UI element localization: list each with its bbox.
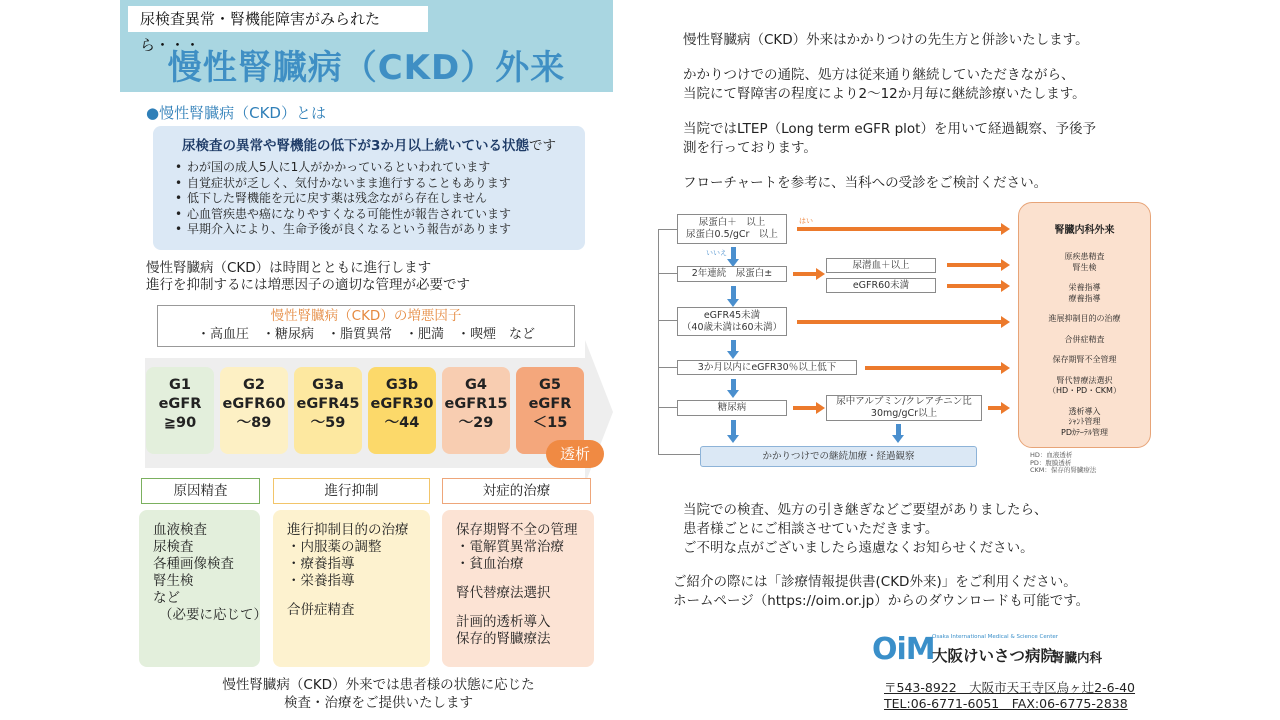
stage-code: G3b (385, 377, 419, 393)
column-body-symptomatic (442, 510, 594, 667)
dept-item: 栄養指導 療養指導 (1068, 283, 1101, 303)
flow-box-egfr60: eGFR60未満 (826, 278, 936, 293)
about-bullet: • 早期介入により、生命予後が良くなるという報告があります (167, 222, 571, 238)
flow-box-text: 尿蛋白0.5/gCr 以上 (686, 229, 778, 240)
tel-fax-line: TEL:06-6771-6051 FAX:06-6775-2838 (884, 696, 1128, 711)
paragraph-line: ご紹介の際には「診療情報提供書(CKD外来)」をご利用ください。 (673, 574, 1077, 590)
footer-line: 検査・治療をご提供いたします (284, 695, 473, 711)
column-line: 各種画像検査 (153, 556, 234, 572)
paragraph-line: ご不明な点がございましたら遠慮なくお知らせください。 (683, 540, 1034, 556)
arrow-to-dept (988, 406, 1002, 410)
stage-label: eGFR60 (222, 396, 286, 412)
stage-range: ≧90 (163, 415, 197, 431)
arrow-to-dept (947, 263, 1002, 267)
stage-label: eGFR (158, 396, 202, 412)
stage-code: G4 (465, 377, 487, 393)
dept-item: 進展抑制目的の治療 (1048, 314, 1121, 323)
referral-paragraph (673, 573, 1089, 611)
arrow-right (793, 272, 817, 276)
dept-item: 原疾患精査 腎生検 (1064, 252, 1105, 272)
stage-range: ～59 (310, 415, 346, 431)
contact-address (884, 680, 1135, 712)
about-lead-bold: 尿検査の異常や腎機能の低下が3か月以上続いている状態 (182, 138, 529, 154)
department-name: 腎臓内科 (1052, 650, 1103, 665)
arrow-down (731, 286, 736, 300)
oim-logo-mark: OiM (872, 632, 935, 667)
paragraph-line: 当院での検査、処方の引き継ぎなどご要望がありましたら、 (683, 502, 1048, 518)
dept-box-title: 腎臓内科外来 (1054, 225, 1115, 236)
dept-item: 合併症精査 (1064, 334, 1105, 344)
flow-box-proteinuria-2yr: 2年連続 尿蛋白± (677, 266, 787, 282)
dept-item: 透析導入 ｼｬﾝﾄ管理 PDｶﾃｰﾃﾙ管理 (1061, 406, 1108, 437)
flow-box-hematuria: 尿潜血＋以上 (826, 258, 936, 273)
flow-box-diabetes: 糖尿病 (677, 400, 787, 416)
column-head-suppress: 進行抑制 (273, 478, 430, 504)
about-bullet: • 心血管疾患や癌になりやすくなる可能性が報告されています (167, 207, 571, 223)
footer-line: 慢性腎臓病（CKD）外来では患者様の状態に応じた (222, 677, 535, 693)
arrow-to-dept (865, 366, 1002, 370)
stage-card-g4 (442, 367, 510, 454)
left-footer (146, 676, 611, 712)
paragraph-line: ホームページ（https://oim.or.jp）からのダウンロードも可能です。 (673, 593, 1090, 609)
stage-label: eGFR15 (444, 396, 508, 412)
flow-box-egfr-decline: 3か月以内にeGFR30％以上低下 (677, 360, 857, 375)
stage-code: G1 (169, 377, 191, 393)
column-line: ・療養指導 (287, 556, 355, 572)
contact-paragraph (683, 501, 1048, 558)
ltep-paragraph (683, 120, 1096, 158)
arrow-to-dept (797, 320, 1002, 324)
continuation-paragraph (683, 66, 1086, 104)
stage-card-g3a (294, 367, 362, 454)
stage-range: ～89 (236, 415, 272, 431)
column-line: 進行抑制目的の治療 (287, 522, 409, 538)
stage-label: eGFR (528, 396, 572, 412)
stage-code: G3a (312, 377, 344, 393)
column-line: 尿検査 (153, 539, 194, 555)
paragraph-line: 測を行っております。 (683, 140, 817, 156)
paragraph-line: 当院ではLTEP（Long term eGFR plot）を用いて経過観察、予後予 (683, 121, 1096, 137)
stage-range: ＜15 (532, 415, 568, 431)
about-lead-rest: です (528, 138, 556, 154)
about-box (153, 126, 585, 250)
arrow-to-dept (797, 227, 1002, 231)
about-heading: ●慢性腎臓病（CKD）とは (146, 104, 326, 122)
about-bullet: • 自覚症状が乏しく、気付かないまま進行することもあります (167, 176, 571, 192)
dialysis-badge: 透析 (546, 440, 604, 468)
stage-card-g1 (146, 367, 214, 454)
flow-box-text: 30mg/gCr以上 (870, 408, 938, 419)
stage-label: eGFR30 (370, 396, 434, 412)
flow-box-proteinuria (677, 214, 787, 244)
nephrology-outpatient-box (1018, 202, 1151, 448)
column-line: など (153, 590, 180, 606)
stage-code: G2 (243, 377, 265, 393)
page-title: 慢性腎臓病（CKD）外来 (167, 48, 566, 88)
flow-box-albuminuria (826, 395, 982, 421)
column-line: 保存期腎不全の管理 (456, 522, 578, 538)
paragraph-line: かかりつけでの通院、処方は従来通り継続していただきながら、 (683, 67, 1075, 83)
flow-box-text: eGFR45未満 (703, 309, 761, 321)
arrow-down (731, 420, 736, 436)
dept-item: 腎代替療法選択 （HD・PD・CKM） (1048, 375, 1121, 395)
flow-box-text: （40歳未満は60未満） (681, 321, 783, 333)
stage-card-g3b (368, 367, 436, 454)
stage-range: ～29 (458, 415, 494, 431)
dept-item: 保存期腎不全管理 (1052, 355, 1117, 364)
paragraph-line: 当院にて腎障害の程度により2～12か月毎に継続診療いたします。 (683, 86, 1086, 102)
flow-box-text: 尿蛋白＋ 以上 (698, 217, 766, 228)
column-line: 血液検査 (153, 522, 207, 538)
yes-label: はい (799, 217, 813, 225)
abbreviation-legend: HD：血液透析 PD：腹膜透析 CKM：保存的腎臓療法 (1030, 451, 1097, 474)
hospital-name: 大阪けいさつ病院 (932, 647, 1057, 665)
column-body-cause (139, 510, 267, 667)
column-line: 合併症精査 (287, 602, 355, 618)
arrow-right (793, 406, 817, 410)
arrow-down (731, 247, 736, 260)
intro-paragraph: 慢性腎臓病（CKD）外来はかかりつけの先生方と併診いたします。 (683, 32, 1089, 48)
column-line: 計画的透析導入 (456, 614, 551, 630)
referral-flowchart (655, 202, 1155, 477)
hospital-logo (872, 628, 1132, 674)
arrow-down (731, 379, 736, 391)
column-line: （必要に応じて） (159, 607, 267, 623)
column-line: ・栄養指導 (287, 573, 355, 589)
column-body-suppress (273, 510, 430, 667)
risk-factor-title: 慢性腎臓病（CKD）の増悪因子 (270, 308, 462, 324)
column-head-cause: 原因精査 (141, 478, 260, 504)
flow-box-egfr45 (677, 307, 787, 336)
about-lead (167, 134, 571, 154)
risk-factor-items: ・高血圧 ・糖尿病 ・脂質異常 ・肥満 ・喫煙 など (196, 327, 535, 342)
flow-box-text: 尿中アルブミン/クレアチニン比 (836, 396, 972, 407)
column-line: 腎生検 (153, 573, 194, 589)
stage-code: G5 (539, 377, 561, 393)
flow-box-continued-care: かかりつけでの継続加療・経過観察 (700, 446, 977, 467)
header-subtitle: 尿検査異常・腎機能障害がみられたら・・・ (128, 6, 428, 32)
flowchart-intro: フローチャートを参考に、当科への受診をご検討ください。 (683, 175, 1048, 191)
about-bullet: • わが国の成人5人に1人がかかっているといわれています (167, 160, 571, 176)
column-head-symptomatic: 対症的治療 (442, 478, 591, 504)
column-line: 腎代替療法選択 (456, 585, 551, 601)
progress-line: 進行を抑制するには増悪因子の適切な管理が必要です (146, 277, 470, 293)
stage-label: eGFR45 (296, 396, 360, 412)
stage-range: ～44 (384, 415, 420, 431)
about-bullet: • 低下した腎機能を元に戻す薬は残念ながら存在しません (167, 191, 571, 207)
paragraph-line: 患者様ごとにご相談させていただきます。 (683, 521, 939, 537)
column-line: ・内服薬の調整 (287, 539, 382, 555)
address-line: 〒543-8922 大阪市天王寺区烏ヶ辻2-6-40 (884, 680, 1136, 695)
risk-factor-box (157, 305, 575, 347)
arrow-down (731, 340, 736, 352)
arrow-to-dept (947, 284, 1002, 288)
progress-line: 慢性腎臓病（CKD）は時間とともに進行します (146, 260, 432, 276)
stage-card-g2 (220, 367, 288, 454)
no-label: いいえ (706, 249, 727, 257)
column-line: ・貧血治療 (456, 556, 524, 572)
progress-text (146, 260, 606, 294)
column-line: 保存的腎臓療法 (456, 631, 551, 647)
arrow-down (896, 424, 901, 436)
column-line: ・電解質異常治療 (456, 539, 564, 555)
logo-caption: Osaka International Medical & Science Center (932, 634, 1059, 640)
